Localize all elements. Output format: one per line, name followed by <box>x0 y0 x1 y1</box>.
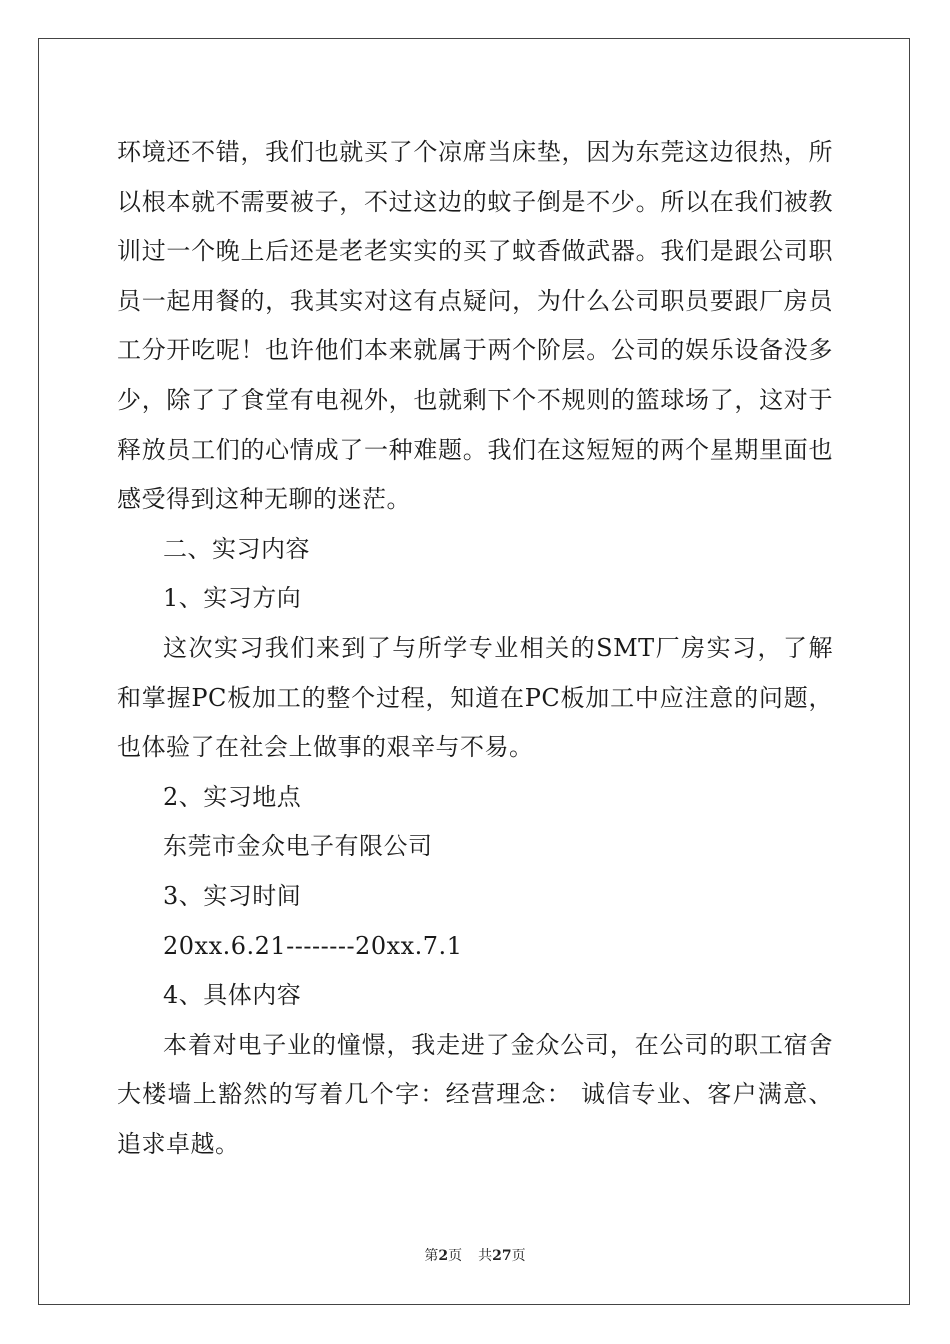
paragraph-time: 20xx.6.21--------20xx.7.1 <box>163 931 463 960</box>
paragraph-content: 本着对电子业的憧憬，我走进了金众公司，在公司的职工宿舍大楼墙上豁然的写着几个字：经营理念： 诚信专业、客户满意、追求卓越。 <box>117 1030 833 1158</box>
subheading-time: 3、实习时间 <box>163 881 302 910</box>
subheading-content: 4、具体内容 <box>163 981 302 1010</box>
paragraph-intro: 环境还不错，我们也就买了个凉席当床垫，因为东莞这边很热，所以根本就不需要被子，不过这边的蚊子倒是不少。所以在我们被教训过一个晚上后还是老老实实的买了蚊香做武器。我们是跟公司职员一起用餐的，我其实对这有点疑问，为什么公司职员要跟厂房员工分开吃呢！也许他们本来就属于两个阶层。公司的娱乐设备没多少，除了了食堂有电视外，也就剩下个不规则的篮球场了，这对于释放员工们的心情成了一种难题。我们在这短短的两个星期里面也感受得到这种无聊的迷茫。 <box>117 138 833 514</box>
footer-total-prefix: 共 <box>478 1248 493 1264</box>
document-body <box>117 128 833 1169</box>
footer-prefix: 第 <box>424 1248 439 1264</box>
paragraph-direction: 这次实习我们来到了与所学专业相关的SMT厂房实习，了解和掌握PC板加工的整个过程，知道在PC板加工中应注意的问题，也体验了在社会上做事的艰辛与不易。 <box>117 633 833 762</box>
section-heading: 二、实习内容 <box>163 534 310 563</box>
subheading-direction: 1、实习方向 <box>163 584 302 613</box>
total-pages: 27 <box>492 1248 512 1264</box>
paragraph-location: 东莞市金众电子有限公司 <box>163 832 433 861</box>
subheading-location: 2、实习地点 <box>163 782 302 811</box>
footer-total-suffix: 页 <box>511 1248 526 1264</box>
footer-page-suffix: 页 <box>448 1248 463 1264</box>
page-footer <box>0 1245 950 1265</box>
page-number: 2 <box>438 1248 449 1264</box>
